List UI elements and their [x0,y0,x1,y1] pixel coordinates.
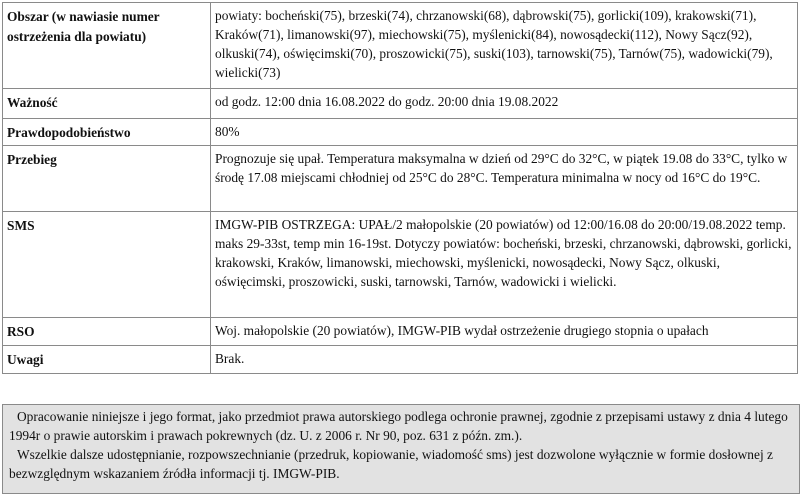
copyright-notice: Opracowanie niniejsze i jego format, jako przedmiot prawa autorskiego podlega ochronie prawnej, zgodnie z przepisami ustawy z dnia 4 lutego 1994r o prawie autorskim i prawach pokrewnych (dz. U. z 2006 r. Nr 90, poz. 631 z późn. zm.). [9,409,788,443]
usage-notice: Wszelkie dalsze udostępnianie, rozpowszechnianie (przedruk, kopiowanie, wiadomość sms) jest dozwolone wyłącznie w formie dosłownej z bezwzględnym wskazaniem źródła informacji tj. IMGW-PIB. [9,447,773,481]
row-waznosc [3,89,798,119]
prawdopodobienstwo-label: Prawdopodobieństwo [3,119,211,146]
row-przebieg [3,146,798,212]
obszar-value: powiaty: bocheński(75), brzeski(74), chrzanowski(68), dąbrowski(75), gorlicki(109), krakowski(71), Kraków(71), limanowski(97), miechowski(75), myślenicki(84), nowosądecki(112), Nowy Sącz(92), olkuski(74), oświęcimski(70), proszowicki(75), suski(103), tarnowski(75), Tarnów(75), wadowicki(79), wielicki(73) [211,3,798,89]
rso-label: RSO [3,318,211,346]
sms-value: IMGW-PIB OSTRZEGA: UPAŁ/2 małopolskie (20 powiatów) od 12:00/16.08 do 20:00/19.08.2022 temp. maks 29-33st, temp min 16-19st. Dotyczy powiatów: bocheński, brzeski, chrzanowski, dąbrowski, gorlicki, krakowski, Kraków, limanowski, miechowski, myślenicki, nowosądecki, Nowy Sącz, olkuski, oświęcimski, proszowicki, suski, tarnowski, Tarnów, wadowicki i wielicki. [211,212,798,318]
warning-table [2,2,798,374]
prawdopodobienstwo-value: 80% [211,119,798,146]
copyright-footer [2,404,800,494]
row-obszar [3,3,798,89]
row-rso [3,318,798,346]
obszar-label: Obszar (w nawiasie numer ostrzeżenia dla powiatu) [3,3,211,89]
przebieg-label: Przebieg [3,146,211,212]
sms-label: SMS [3,212,211,318]
uwagi-label: Uwagi [3,346,211,374]
przebieg-value: Prognozuje się upał. Temperatura maksymalna w dzień od 29°C do 32°C, w piątek 19.08 do 33°C, tylko w środę 17.08 miejscami chłodniej od 25°C do 28°C. Temperatura minimalna w nocy od 16°C do 19°C. [211,146,798,212]
row-uwagi [3,346,798,374]
row-sms [3,212,798,318]
waznosc-value: od godz. 12:00 dnia 16.08.2022 do godz. 20:00 dnia 19.08.2022 [211,89,798,119]
row-prawdopodobienstwo [3,119,798,146]
uwagi-value: Brak. [211,346,798,374]
rso-value: Woj. małopolskie (20 powiatów), IMGW-PIB wydał ostrzeżenie drugiego stopnia o upałach [211,318,798,346]
waznosc-label: Ważność [3,89,211,119]
